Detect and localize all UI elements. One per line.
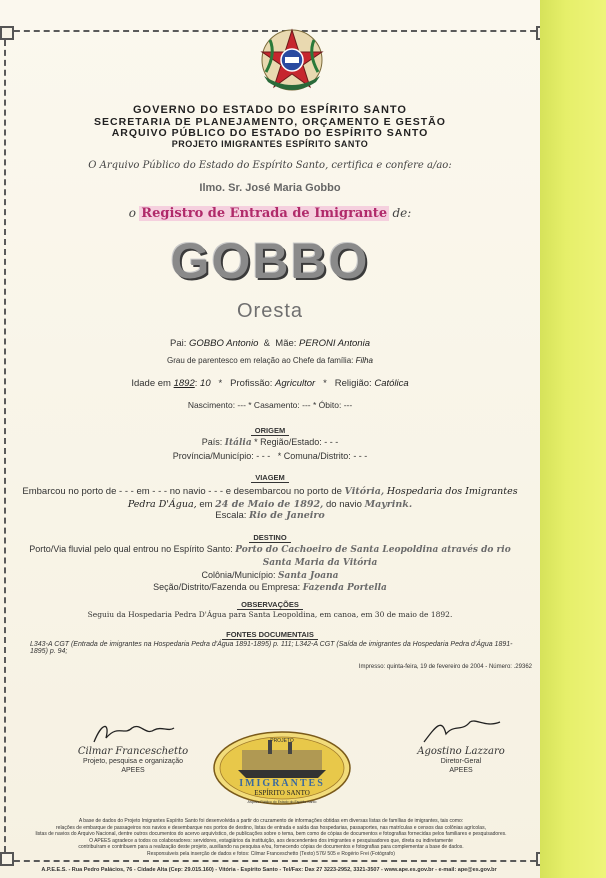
svg-text:PROJETO: PROJETO (270, 738, 294, 744)
hospedaria: Hospedaria dos Imigrantes (386, 486, 518, 497)
register-line (0, 206, 540, 221)
age-label: Idade em (131, 378, 171, 389)
colony-value: Santa Joana (278, 571, 339, 581)
footer-address: A.P.E.E.S. - Rua Pedro Palácios, 76 - Cidade Alta (Cep: 29.015.160) - Vitória - Espírito Santo - Tel/Fax: Dax 27 3223-2952, 3321-3507 - www.ape.es.gov.br - e-mail: ape@es.gov.br (41, 867, 497, 873)
immigrant-given-name: Oresta (236, 300, 304, 322)
country-label: País: (201, 437, 223, 447)
section-origem: ORIGEM (0, 426, 540, 435)
religion-label: Religião: (334, 378, 372, 389)
kinship-row (0, 356, 540, 365)
header-secretaria: SECRETARIA DE PLANEJAMENTO, ORÇAMENTO E GESTÃO (94, 116, 446, 128)
header-government: GOVERNO DO ESTADO DO ESPÍRITO SANTO (133, 104, 407, 116)
ship-name: Mayrink. (364, 499, 413, 510)
svg-text:IMIGRANTES: IMIGRANTES (239, 778, 325, 789)
region-label: * Região/Estado: (254, 437, 322, 447)
profession-label: Profissão: (230, 378, 273, 389)
signatory-right-name: Agostino Lazzaro (417, 746, 505, 757)
printed-date: Impresso: quinta-feira, 19 de fevereiro de 2004 - Número: .29362 (358, 664, 532, 670)
parents-row (0, 338, 540, 349)
handwritten-signature-icon (88, 718, 178, 748)
father-label: Pai: (170, 338, 187, 349)
province-row (0, 451, 540, 461)
observations-text: Seguiu da Hospedaria Pedra D'Água para Santa Leopoldina, em canoa, em 30 de maio de 1892. (87, 610, 453, 619)
yellow-side-stripe (540, 0, 606, 878)
register-title: Registro de Entrada de Imigrante (141, 206, 388, 221)
register-suffix: de: (392, 206, 412, 220)
handwritten-signature-icon (416, 716, 506, 746)
destination-port-row-2: Santa Maria da Vitória (262, 558, 378, 568)
signatory-right-role: Diretor-Geral (440, 758, 482, 765)
header-projeto: PROJETO IMIGRANTES ESPÍRITO SANTO (171, 139, 369, 149)
footer-acknowledgement: A base de dados do Projeto Imigrantes Espírito Santo foi desenvolvida a partir do cruzamento de informações obtidas em diversas listas de famílias de imigrantes, tais como: relações de embarque de passageiros nos navios e desembarque nos portos de destino, listas de entrada e saída das hospedarias, passaportes, nas matrículas e censos das colônias agrícolas, listas de navios do Arquivo Nacional, dentre outros documentos do acervo arquivístico, de publicações sobre o tema, bem como de cópias de documentos e fotografias fornecidas pelos familiares e pesquisadores. O APEES agradece a todos os colaboradores: servidores, estagiários da instituição, aos descendentes dos imigrantes e pesquisadores que, direta ou indiretamente contribuíram e contribuem para a realização deste projeto, auxiliando na pesquisa e/ou, fornecendo cópias de documentos e fotografias para complementar a base de dados. Responsáveis pela inserção de dados e fotos: Cilmar Franceschetto (Texto) 576/ 505 e Rogério Frei (Fotógrafo) (35, 818, 507, 857)
destination-port-row: Porto/Via fluvial pelo qual entrou no Espírito Santo: Porto do Cachoeiro de Santa Leopoldina através do rio (29, 544, 511, 555)
separator-star: * (323, 378, 327, 389)
voyage-line-1: Embarcou no porto de - - - em - - - no navio - - - e desembarcou no porto de Vitória, Hospedaria dos Imigrantes (22, 486, 518, 497)
kinship-value: Filha (355, 356, 373, 365)
age-value: 10 (200, 378, 211, 389)
section-destino: DESTINO (0, 533, 540, 542)
svg-text:ESPÍRITO SANTO: ESPÍRITO SANTO (254, 789, 310, 797)
destination-port: Porto do Cachoeiro de Santa Leopoldina através do rio (235, 545, 511, 555)
state-coat-of-arms-icon (256, 24, 328, 96)
region-value: - - - (324, 437, 339, 447)
separator-star: * (218, 378, 223, 389)
corner-ornament (0, 852, 14, 866)
colony-row: Colônia/Município: Santa Joana (201, 570, 339, 581)
country-value: Itália (224, 438, 252, 448)
mother-value: PERONI Antonia (299, 338, 370, 349)
province-value: - - - (256, 451, 271, 461)
religion-value: Católica (374, 378, 409, 389)
corner-ornament (0, 26, 14, 40)
signatory-right-org: APEES (449, 767, 473, 774)
section-fontes: FONTES DOCUMENTAIS (0, 630, 540, 639)
projeto-imigrantes-logo-icon (212, 730, 352, 806)
comuna-label: * Comuna/Distrito: (277, 451, 351, 461)
age-row (0, 378, 540, 389)
country-row (0, 437, 540, 448)
addressee: Ilmo. Sr. José Maria Gobbo (199, 182, 341, 194)
arrival-port: Vitória, (344, 486, 385, 497)
farm-value: Fazenda Portella (302, 583, 387, 593)
section-farm-row: Seção/Distrito/Fazenda ou Empresa: Fazenda Portella (153, 582, 387, 593)
certify-line: O Arquivo Público do Estado do Espírito Santo, certifica e confere a/ao: (88, 160, 452, 171)
sources-text: L343-A CGT (Entrada de imigrantes na Hospedaria Pedra d'Água 1891-1895) p. 111; L342-A CGT (Saída de imigrantes da Hospedaria Pedra d'Água 1891-1895) p. 94; (30, 641, 513, 655)
immigrant-surname: GOBBO (170, 233, 370, 289)
comuna-value: - - - (353, 451, 368, 461)
signatory-left-role: Projeto, pesquisa e organização (82, 758, 183, 765)
stopover-row: Escala: Rio de Janeiro (215, 510, 325, 521)
age-year: 1892 (173, 378, 195, 389)
svg-text:Arquivo Público do Estado do E: Arquivo Público do Estado do Espírito Santo (247, 800, 317, 804)
signatory-left-org: APEES (121, 767, 145, 774)
kinship-label: Grau de parentesco em relação ao Chefe da família: (167, 356, 354, 365)
profession-value: Agricultor (275, 378, 316, 389)
province-label: Província/Município: (172, 451, 254, 461)
stopover-value: Rio de Janeiro (249, 510, 325, 521)
section-observacoes: OBSERVAÇÕES (0, 600, 540, 609)
signature-left (68, 720, 198, 775)
signature-right (396, 720, 526, 775)
arrival-date: 24 de Maio de 1892, (215, 499, 324, 510)
register-prefix: o (128, 206, 136, 220)
age-colon: : (194, 378, 198, 389)
voyage-line-2: Pedra D'Água, em 24 de Maio de 1892, do navio Mayrink. (127, 499, 413, 510)
birth-marriage-death-row: Nascimento: --- * Casamento: --- * Óbito: --- (187, 400, 353, 410)
ampersand: & (263, 338, 270, 349)
section-viagem: VIAGEM (0, 473, 540, 482)
header-arquivo: ARQUIVO PÚBLICO DO ESTADO DO ESPÍRITO SANTO (111, 127, 429, 139)
mother-label: Mãe: (275, 338, 297, 349)
signatory-left-name: Cilmar Franceschetto (77, 746, 189, 757)
father-value: GOBBO Antonio (189, 338, 259, 349)
